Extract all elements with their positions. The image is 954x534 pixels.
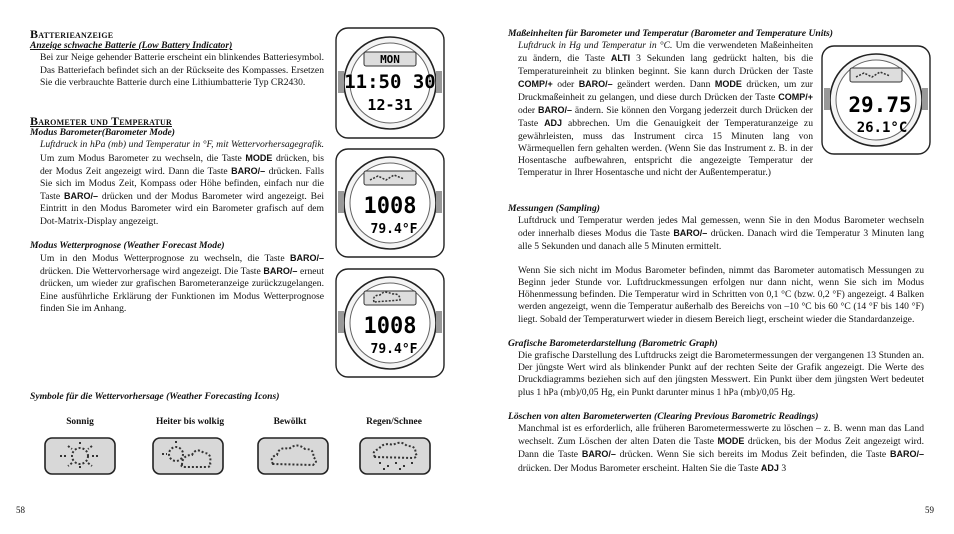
left-column [30, 28, 324, 315]
page-number-right: 59 [925, 505, 934, 515]
rain-snow-icon [359, 437, 431, 475]
forecast-body: Um in den Modus Wetterprognose zu wechseln, die Taste BARO/– drücken. Die Wettervorhersage wird angezeigt. Die Taste BARO/– erneut drücken, um wieder zur grafischen Barometeranzeige zurückzugelangen. Eine ausführliche Erklärung der Funktionen im Modus Wetterprognose finden Sie im Anhang. [40, 253, 324, 314]
sampling-subheading: Messungen (Sampling) [508, 203, 600, 214]
device4-bottom-text: 26.1°C [856, 120, 908, 136]
device-display-forecast [334, 267, 446, 379]
right-units-section [508, 28, 833, 179]
barometer-mode-subheading: Modus Barometer(Barometer Mode) [30, 127, 175, 139]
clear-body: Manchmal ist es erforderlich, alle früheren Barometermesswerte zu löschen – z. B. wenn man das Land wechselt. Zum Löschen der alten Daten die Taste MODE drücken, bis der Modus Zeit angezeigt wird. Dann die Taste BARO/– drücken. Wenn Sie sich bereits im Modus Zeit befinden, die Taste BARO/– drücken. Der Modus Barometer erscheint. Halten Sie die Taste ADJ 3 [518, 423, 924, 474]
icon-label-rain-snow: Regen/Schnee [366, 417, 422, 427]
icon-label-cloudy: Bewölkt [273, 417, 307, 427]
barometer-heading: Barometer und Temperatur [30, 114, 172, 129]
sampling-body-1: Luftdruck und Temperatur werden jedes Mal gemessen, wenn Sie in den Modus Barometer wechseln oder innerhalb dieses Modus die Taste BARO/– drücken. Danach wird die Temperatur 3 Minuten lang alle 5 Sekunden und danach alle 5 Minuten ermittelt. [518, 215, 924, 252]
device-display-time [334, 26, 446, 140]
device-display-barometer [334, 147, 446, 259]
sun-icon [44, 437, 116, 475]
device2-bottom-text: 79.4°F [370, 222, 418, 237]
forecast-subheading: Modus Wetterprognose (Weather Forecast Mode) [30, 239, 225, 251]
device2-main-text: 1008 [363, 194, 417, 219]
battery-body: Bei zur Neige gehender Batterie erscheint ein blinkendes Batteriesymbol. Das Batteriefach befindet sich an der Rückseite des Kompasses. Ersetzen Sie die verbrauchte Batterie durch eine Lithiumbatterie Typ CR2430. [40, 52, 324, 88]
device-display-units [820, 44, 932, 156]
units-body-top: Luftdruck in Hg und Temperatur in °C. Um die verwendeten Maßeinheiten zu ändern, die Taste ALTI 3 Sekunden lang gedrückt halten, bis die Temperatureinheit zu blinken beginnt. Sie kann durch Drücken der Taste COMP/+ oder BARO/– geändert werden. Dann MODE drücken, um zur Druckmaßeinheit zu gelangen, und diese durch Drücken der Taste COMP/+ oder BARO/– ändern. Sie können den Vorgang jederzeit durch Drücken der Taste ADJ abbrechen. Um die Genauigkeit der Temperaturanzeige zu gewährleisten, muss das Instrument circa 15 Minuten lang von Wärmequellen fern gehalten werden. (Wenn Sie das Instrument z. B. in der Hosentasche aufbewahren, entspricht die angezeigte Temperatur der Temperatur in Ihrer Hosentasche und nicht der Außentemperatur.) [518, 40, 814, 179]
device3-main-text: 1008 [363, 314, 417, 339]
device1-main-text: 11:50 30 [344, 71, 436, 93]
battery-subheading: Anzeige schwache Batterie (Low Battery Indicator) [30, 40, 233, 52]
icons-caption: Symbole für die Wettervorhersage (Weather Forecasting Icons) [30, 391, 280, 402]
device1-top-text: MON [380, 53, 400, 66]
icon-label-sunny: Sonnig [66, 417, 94, 427]
cloud-icon [257, 437, 329, 475]
barometer-mode-body: Luftdruck in hPa (mb) und Temperatur in °F, mit Wettervorhersagegrafik. Um zum Modus Barometer zu wechseln, die Taste MODE drücken, bis der Modus Zeit angezeigt wird. Dann die Taste BARO/– drücken. Falls Sie sich im Modus Zeit, Kompass oder Höhe befinden, einfach nur die Taste BARO/– drücken und der Modus Barometer wird angezeigt. Bei Eintritt in den Modus Barometer wird ein Barometer grafisch auf dem Dot-Matrix-Display angezeigt. [40, 139, 324, 227]
page-number-left: 58 [16, 505, 25, 515]
battery-heading: Batterieanzeige [30, 27, 114, 41]
partly-cloudy-icon [152, 437, 224, 475]
device4-main-text: 29.75 [848, 93, 912, 117]
sampling-body-2: Wenn Sie sich nicht im Modus Barometer befinden, nimmt das Barometer automatisch Messungen zu Beginn jeder Stunde vor. Luftdruckmessungen erfolgen nur dann nicht, wenn Sie sich im Modus Höhenmessung befinden. Die Temperatur wird in Schritten von 0,1 °C (bzw. 0,2 °F) angezeigt. 4 Balken werden angezeigt, wenn die Temperatur außerhalb des Bereichs von –10 °C bis 60 °C (14 °F bis 140 °F) liegt. Sobald der Temperaturwert wieder in diesem Bereich liegt, erscheint wieder die Standardanzeige. [518, 264, 924, 325]
icon-label-partly-cloudy: Heiter bis wolkig [155, 417, 225, 427]
device3-bottom-text: 79.4°F [370, 342, 418, 357]
graph-subheading: Grafische Barometerdarstellung (Barometric Graph) [508, 337, 718, 349]
device1-bottom-text: 12-31 [367, 96, 413, 114]
units-subheading: Maßeinheiten für Barometer und Temperatur (Barometer and Temperature Units) [508, 28, 833, 39]
graph-body: Die grafische Darstellung des Luftdrucks zeigt die Barometermessungen der vergangenen 13 Stunden an. Der jüngste Wert wird als blinkender Punkt auf der rechten Seite der Grafik angezeigt. Die Werte des Druckdiagramms beziehen sich auf den jüngsten Messwert. Ein Punkt über dem jüngsten Wert bedeutet plus 1 hPa (mb)/0,05 Hg, ein Punkt darunter minus 1 hPa (mb)/0,05 Hg. [518, 350, 924, 398]
clear-subheading: Löschen von alten Barometerwerten (Clearing Previous Barometric Readings) [508, 410, 819, 422]
right-lower-column [508, 203, 924, 475]
